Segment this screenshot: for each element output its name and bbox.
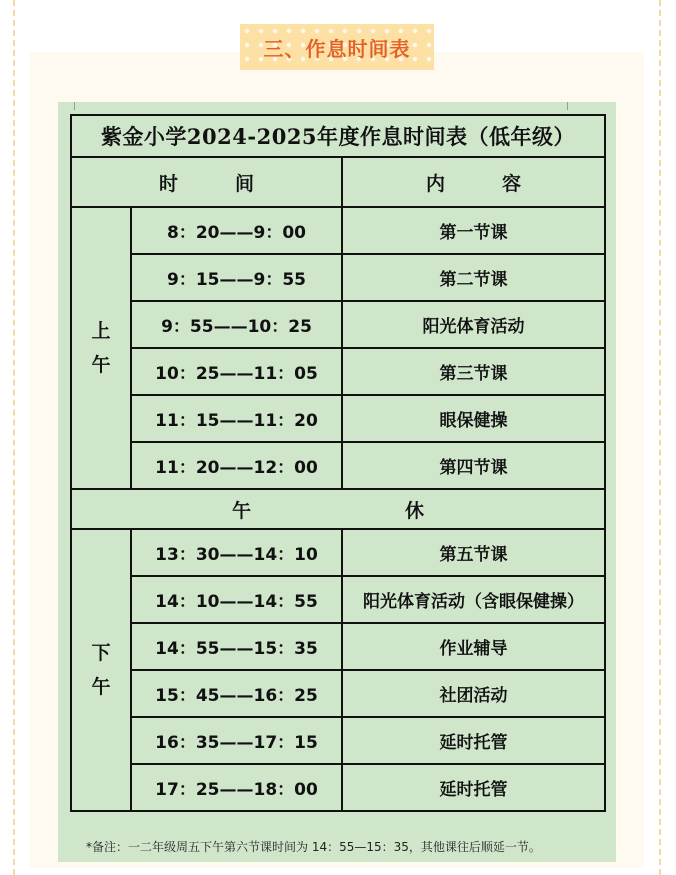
time-cell: 13：30——14：10: [131, 529, 342, 576]
header-time: 时 间: [71, 157, 342, 207]
activity-cell: 第一节课: [342, 207, 605, 254]
period-afternoon-char-2: 午: [91, 676, 111, 698]
section-title: 三、作息时间表: [240, 24, 434, 70]
activity-cell: 眼保健操: [342, 395, 605, 442]
lunch-label-2: 休: [404, 499, 424, 522]
time-cell: 15：45——16：25: [131, 670, 342, 717]
time-cell: 14：55——15：35: [131, 623, 342, 670]
activity-cell: 第二节课: [342, 254, 605, 301]
frame-border-left: [13, 0, 15, 875]
time-cell: 14：10——14：55: [131, 576, 342, 623]
activity-cell: 社团活动: [342, 670, 605, 717]
activity-cell: 第三节课: [342, 348, 605, 395]
activity-cell: 延时托管: [342, 717, 605, 764]
time-cell: 16：35——17：15: [131, 717, 342, 764]
period-afternoon-char-1: 下: [91, 642, 111, 664]
period-morning: [71, 207, 131, 489]
time-cell: 9：55——10：25: [131, 301, 342, 348]
period-morning-char-1: 上: [91, 320, 111, 342]
lunch-label-1: 午: [232, 499, 252, 522]
time-cell: 8：20——9：00: [131, 207, 342, 254]
activity-cell: 第四节课: [342, 442, 605, 489]
time-cell: 17：25——18：00: [131, 764, 342, 811]
activity-cell: 延时托管: [342, 764, 605, 811]
schedule-table: [70, 114, 606, 812]
footnote: *备注：一二年级周五下午第六节课时间为 14：55—15：35，其他课往后顺延一节。: [86, 840, 541, 854]
period-morning-char-2: 午: [91, 354, 111, 376]
activity-cell: 阳光体育活动（含眼保健操）: [342, 576, 605, 623]
activity-cell: 阳光体育活动: [342, 301, 605, 348]
period-afternoon: [71, 529, 131, 811]
time-cell: 10：25——11：05: [131, 348, 342, 395]
time-cell: 11：15——11：20: [131, 395, 342, 442]
header-content: 内 容: [342, 157, 605, 207]
table-title: 紫金小学2024-2025年度作息时间表（低年级）: [71, 115, 605, 157]
lunch-break-row: [71, 489, 605, 529]
activity-cell: 第五节课: [342, 529, 605, 576]
crop-mark-left: [74, 102, 75, 110]
time-cell: 11：20——12：00: [131, 442, 342, 489]
crop-mark-right: [567, 102, 568, 110]
frame-border-right: [659, 0, 661, 875]
time-cell: 9：15——9：55: [131, 254, 342, 301]
activity-cell: 作业辅导: [342, 623, 605, 670]
